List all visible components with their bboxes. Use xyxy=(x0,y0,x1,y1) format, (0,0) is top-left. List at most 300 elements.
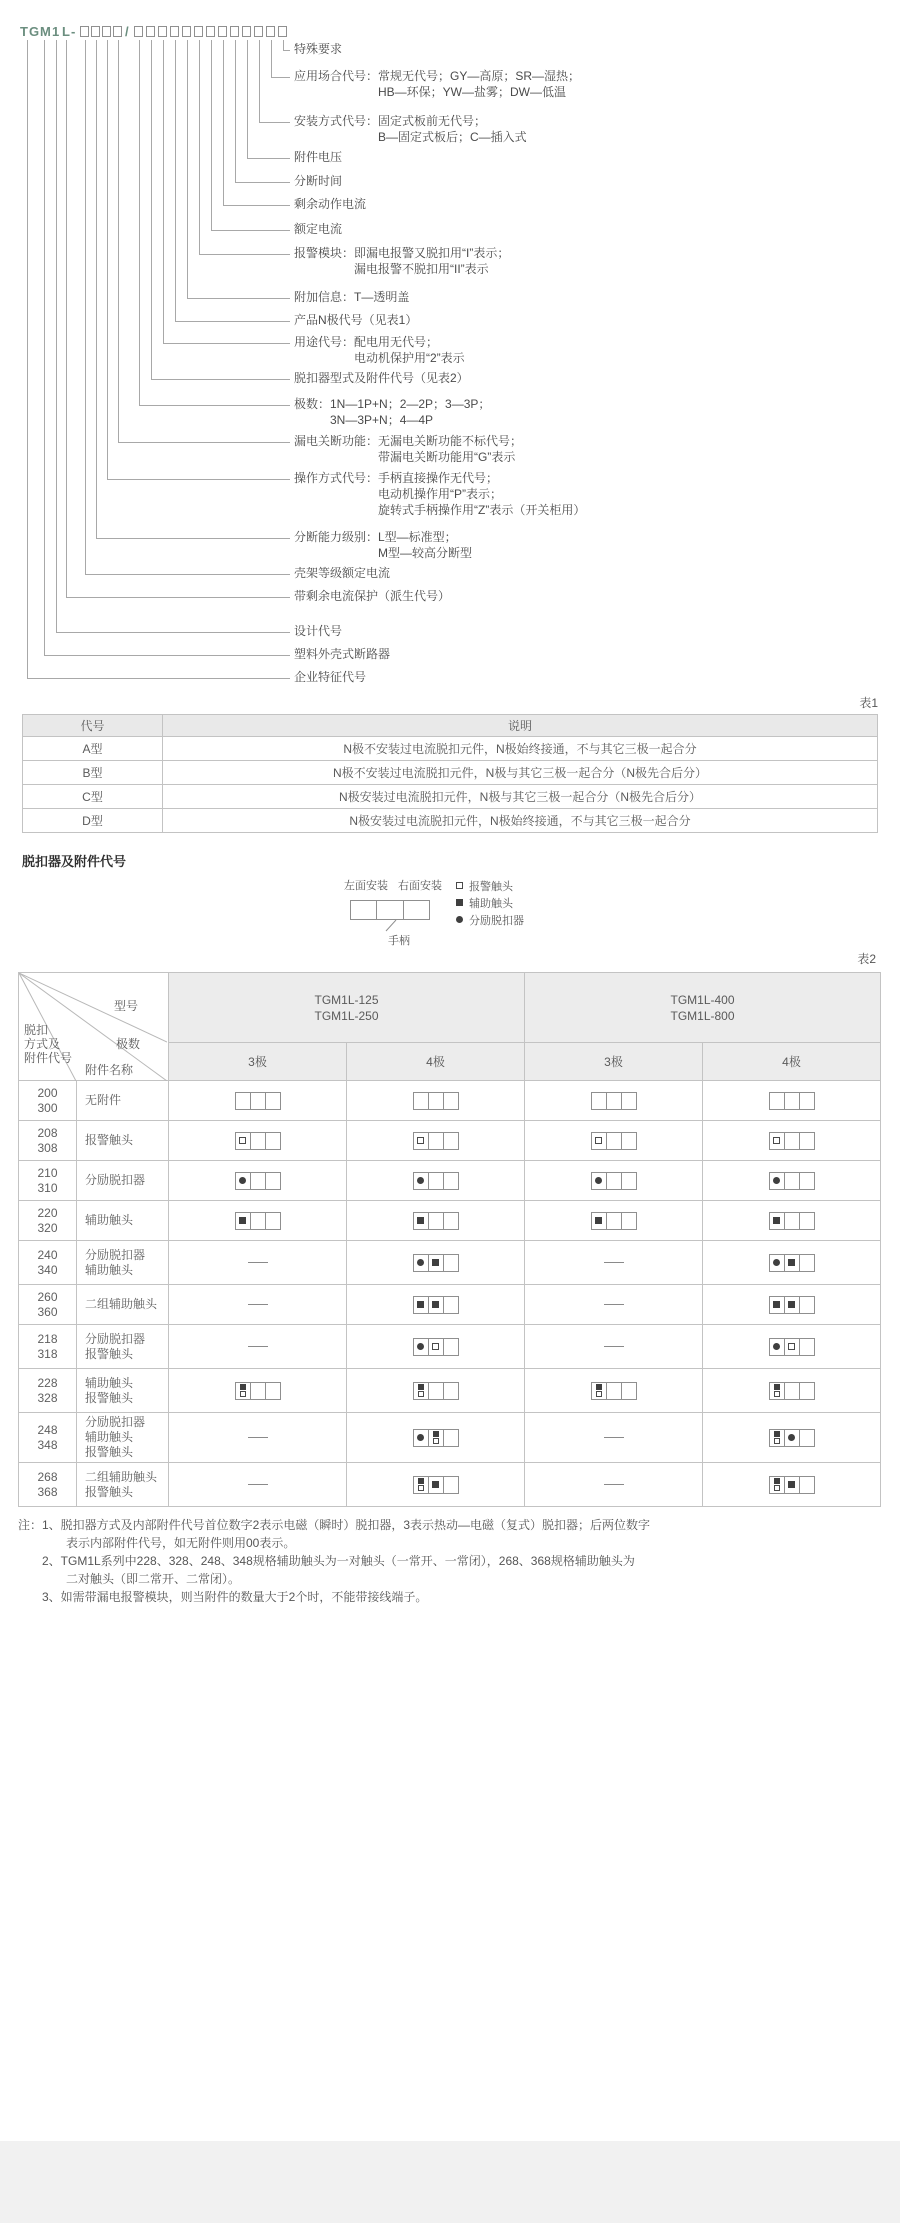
symbol-compartment xyxy=(770,1383,785,1399)
callout-vline xyxy=(259,40,260,122)
table1-row xyxy=(23,737,878,761)
note-line: 注：1、脱扣器方式及内部附件代号首位数字2表示电磁（瞬时）脱扣器，3表示热动—电磁（复式）脱扣器；后两位数字 xyxy=(18,1518,651,1532)
model-code-box xyxy=(266,26,275,37)
callout-label: 报警模块：即漏电报警又脱扣用“I”表示； 漏电报警不脱扣用“II”表示 xyxy=(294,246,510,276)
accessory-name-cell: 辅助触头 报警触头 xyxy=(77,1369,169,1413)
filled-square-icon xyxy=(432,1481,439,1488)
legend-label: 辅助触头 xyxy=(469,897,513,910)
symbol-cell xyxy=(347,1413,525,1463)
symbol-compartment xyxy=(444,1255,458,1271)
symbol-cell xyxy=(525,1413,703,1463)
no-option-dash xyxy=(248,1304,268,1305)
trip-code-cell: 210 310 xyxy=(19,1161,77,1201)
callout-vline xyxy=(271,40,272,77)
callout-hline xyxy=(199,254,290,255)
no-option-dash xyxy=(604,1346,624,1347)
symbol-cell xyxy=(347,1285,525,1325)
symbol-compartment xyxy=(592,1133,607,1149)
symbol-cell xyxy=(703,1413,881,1463)
model-code-box xyxy=(80,26,89,37)
stacked-aux-alarm-icon xyxy=(774,1384,780,1397)
pole-header: 4极 xyxy=(347,1043,525,1081)
callout-label: 带剩余电流保护（派生代号） xyxy=(294,589,451,603)
accessory-symbol xyxy=(591,1132,637,1150)
stacked-aux-alarm-icon xyxy=(418,1384,424,1397)
symbol-cell xyxy=(703,1241,881,1285)
symbol-cell xyxy=(703,1121,881,1161)
trip-code-cell: 218 318 xyxy=(19,1325,77,1369)
callout-vline xyxy=(27,40,28,678)
callout-vline xyxy=(283,40,284,50)
handle-label: 手柄 xyxy=(388,935,410,947)
symbol-compartment xyxy=(770,1173,785,1189)
callout-label: 脱扣器型式及附件代号（见表2） xyxy=(294,371,469,385)
callout-label: 附加信息：T—透明盖 xyxy=(294,290,410,304)
table2-row xyxy=(19,1325,881,1369)
no-option-dash xyxy=(248,1346,268,1347)
table1-row xyxy=(23,809,878,833)
note-line: 二对触头（即二常开、二常闭）。 xyxy=(66,1572,241,1586)
symbol-compartment xyxy=(236,1133,251,1149)
symbol-compartment xyxy=(785,1339,800,1355)
mount-slot xyxy=(351,901,377,919)
stacked-aux-alarm-icon xyxy=(596,1384,602,1397)
symbol-compartment xyxy=(592,1173,607,1189)
symbol-compartment xyxy=(800,1297,814,1313)
symbol-compartment xyxy=(770,1430,785,1446)
symbol-compartment xyxy=(266,1133,280,1149)
symbol-compartment xyxy=(622,1093,636,1109)
accessory-axis-label: 附件名称 xyxy=(85,1063,134,1077)
symbol-compartment xyxy=(414,1383,429,1399)
pole-header: 3极 xyxy=(525,1043,703,1081)
symbol-cell xyxy=(169,1241,347,1285)
filled-circle-icon xyxy=(788,1434,795,1441)
table2-row xyxy=(19,1369,881,1413)
accessory-name-cell: 报警触头 xyxy=(77,1121,169,1161)
symbol-cell xyxy=(347,1241,525,1285)
callout-vline xyxy=(44,40,45,655)
accessory-symbol xyxy=(769,1254,815,1272)
callout-hline xyxy=(27,678,290,679)
filled-square-icon xyxy=(432,1301,439,1308)
model-code-box xyxy=(182,26,191,37)
open-square-icon xyxy=(239,1137,246,1144)
table1-cell: N极不安装过电流脱扣元件，N极与其它三极一起合分（N极先合后分） xyxy=(163,761,878,785)
no-option-dash xyxy=(604,1437,624,1438)
table2 xyxy=(18,972,881,1507)
symbol-compartment xyxy=(622,1173,636,1189)
symbol-compartment xyxy=(444,1133,458,1149)
pole-header: 3极 xyxy=(169,1043,347,1081)
symbol-compartment xyxy=(785,1173,800,1189)
callout-label: 极数：1N—1P+N；2—2P；3—3P； 3N—3P+N；4—4P xyxy=(294,397,491,427)
table1-header-cell: 代号 xyxy=(23,715,163,737)
callout-vline xyxy=(66,40,67,597)
callout-label: 额定电流 xyxy=(294,222,343,236)
accessory-symbol xyxy=(769,1172,815,1190)
model-axis-label: 型号 xyxy=(113,999,138,1013)
no-option-dash xyxy=(248,1437,268,1438)
symbol-compartment xyxy=(770,1213,785,1229)
accessory-symbol xyxy=(235,1382,281,1400)
symbol-cell xyxy=(347,1369,525,1413)
accessory-name-cell: 二组辅助触头 报警触头 xyxy=(77,1463,169,1507)
note-line: 3、如需带漏电报警模块，则当附件的数量大于2个时，不能带接线端子。 xyxy=(42,1590,428,1604)
symbol-compartment xyxy=(592,1093,607,1109)
accessory-symbol xyxy=(769,1429,815,1447)
symbol-compartment xyxy=(785,1133,800,1149)
model-code-box xyxy=(113,26,122,37)
pole-header: 4极 xyxy=(703,1043,881,1081)
symbol-cell xyxy=(703,1161,881,1201)
filled-circle-icon xyxy=(417,1434,424,1441)
callout-hline xyxy=(66,597,290,598)
callout-label: 漏电关断功能：无漏电关断功能不标代号； 带漏电关断功能用“G”表示 xyxy=(294,434,523,464)
symbol-compartment xyxy=(800,1383,814,1399)
symbol-cell xyxy=(525,1081,703,1121)
callout-vline xyxy=(235,40,236,182)
table1-row xyxy=(23,761,878,785)
accessory-symbol xyxy=(413,1429,459,1447)
callout-label: 分断时间 xyxy=(294,174,343,188)
callout-label: 应用场合代号：常规无代号；GY—高原；SR—湿热； HB—环保；YW—盐雾；DW—低温 xyxy=(294,69,581,99)
symbol-cell xyxy=(169,1285,347,1325)
trip-code-cell: 220 320 xyxy=(19,1201,77,1241)
accessory-legend xyxy=(456,877,524,928)
callout-hline xyxy=(85,574,290,575)
accessory-symbol xyxy=(413,1132,459,1150)
filled-circle-icon xyxy=(773,1343,780,1350)
callout-vline xyxy=(163,40,164,343)
legend-item xyxy=(456,894,524,911)
callout-vline xyxy=(151,40,152,379)
table1-cell: B型 xyxy=(23,761,163,785)
accessory-symbol xyxy=(769,1338,815,1356)
table1-header-cell: 说明 xyxy=(163,715,878,737)
accessory-symbol xyxy=(591,1092,637,1110)
accessory-name-cell: 分励脱扣器 辅助触头 xyxy=(77,1241,169,1285)
symbol-cell xyxy=(347,1463,525,1507)
symbol-cell xyxy=(347,1325,525,1369)
symbol-compartment xyxy=(770,1255,785,1271)
accessory-symbol xyxy=(769,1092,815,1110)
table1-cell: D型 xyxy=(23,809,163,833)
accessory-symbol xyxy=(591,1382,637,1400)
open-square-icon xyxy=(788,1343,795,1350)
accessory-name-cell: 分励脱扣器 报警触头 xyxy=(77,1325,169,1369)
symbol-cell xyxy=(525,1369,703,1413)
symbol-cell xyxy=(169,1161,347,1201)
symbol-compartment xyxy=(429,1213,444,1229)
model-code-box xyxy=(230,26,239,37)
model-code-box xyxy=(206,26,215,37)
symbol-cell xyxy=(525,1285,703,1325)
filled-circle-icon xyxy=(417,1177,424,1184)
open-square-icon xyxy=(773,1137,780,1144)
note-line: 2、TGM1L系列中228、328、248、348规格辅助触头为一对触头（一常开、一常闭），268、368规格辅助触头为 xyxy=(42,1554,635,1568)
model-code-box xyxy=(158,26,167,37)
filled-square-icon xyxy=(773,1217,780,1224)
breaker-outline xyxy=(350,900,430,920)
symbol-cell xyxy=(703,1369,881,1413)
callout-hline xyxy=(211,230,290,231)
symbol-compartment xyxy=(429,1430,444,1446)
callout-vline xyxy=(211,40,212,230)
symbol-cell xyxy=(525,1325,703,1369)
mount-position-figure xyxy=(344,877,474,948)
symbol-compartment xyxy=(414,1093,429,1109)
symbol-compartment xyxy=(800,1430,814,1446)
accessory-symbol xyxy=(769,1476,815,1494)
model-code-char: - xyxy=(71,24,77,39)
symbol-cell xyxy=(347,1121,525,1161)
callout-hline xyxy=(259,122,290,123)
symbol-compartment xyxy=(785,1093,800,1109)
legend-item xyxy=(456,911,524,928)
no-option-dash xyxy=(604,1484,624,1485)
callout-label: 塑料外壳式断路器 xyxy=(294,647,391,661)
callout-hline xyxy=(223,205,290,206)
symbol-compartment xyxy=(251,1133,266,1149)
filled-square-icon xyxy=(773,1301,780,1308)
callout-label: 附件电压 xyxy=(294,150,343,164)
table2-row xyxy=(19,1241,881,1285)
symbol-compartment xyxy=(592,1383,607,1399)
model-code-char: 1 xyxy=(52,24,61,39)
accessory-name-cell: 无附件 xyxy=(77,1081,169,1121)
symbol-cell xyxy=(169,1413,347,1463)
symbol-compartment xyxy=(236,1173,251,1189)
callout-label: 特殊要求 xyxy=(294,42,343,56)
symbol-cell xyxy=(169,1463,347,1507)
symbol-compartment xyxy=(785,1383,800,1399)
symbol-compartment xyxy=(444,1297,458,1313)
trip-code-cell: 208 308 xyxy=(19,1121,77,1161)
callout-label: 产品N极代号（见表1） xyxy=(294,313,418,327)
symbol-cell xyxy=(525,1201,703,1241)
symbol-compartment xyxy=(785,1297,800,1313)
symbol-compartment xyxy=(800,1339,814,1355)
symbol-compartment xyxy=(429,1339,444,1355)
symbol-compartment xyxy=(414,1477,429,1493)
symbol-compartment xyxy=(770,1133,785,1149)
symbol-compartment xyxy=(251,1093,266,1109)
symbol-compartment xyxy=(607,1133,622,1149)
no-option-dash xyxy=(248,1484,268,1485)
callout-vline xyxy=(175,40,176,321)
stacked-aux-alarm-icon xyxy=(433,1431,439,1444)
symbol-compartment xyxy=(429,1093,444,1109)
symbol-compartment xyxy=(266,1213,280,1229)
symbol-compartment xyxy=(785,1430,800,1446)
table2-row xyxy=(19,1161,881,1201)
accessory-name-cell: 分励脱扣器 xyxy=(77,1161,169,1201)
callout-hline xyxy=(96,538,290,539)
callout-vline xyxy=(56,40,57,632)
symbol-compartment xyxy=(785,1255,800,1271)
table1-caption: 表1 xyxy=(859,696,878,710)
symbol-compartment xyxy=(251,1173,266,1189)
trip-code-cell: 248 348 xyxy=(19,1413,77,1463)
accessory-symbol xyxy=(591,1172,637,1190)
filled-circle-icon xyxy=(456,916,463,923)
model-code-char: M xyxy=(40,24,52,39)
callout-vline xyxy=(187,40,188,298)
model-code-box xyxy=(278,26,287,37)
filled-square-icon xyxy=(788,1481,795,1488)
callout-vline xyxy=(223,40,224,205)
filled-circle-icon xyxy=(239,1177,246,1184)
filled-square-icon xyxy=(788,1301,795,1308)
symbol-compartment xyxy=(444,1430,458,1446)
accessory-name-cell: 辅助触头 xyxy=(77,1201,169,1241)
model-code-diagram xyxy=(0,0,900,706)
model-group-header: TGM1L-125 TGM1L-250 xyxy=(169,973,525,1043)
model-code-box xyxy=(218,26,227,37)
stacked-aux-alarm-icon xyxy=(418,1478,424,1491)
symbol-compartment xyxy=(429,1173,444,1189)
table1-row xyxy=(23,785,878,809)
filled-circle-icon xyxy=(595,1177,602,1184)
accessory-name-cell: 分励脱扣器 辅助触头 报警触头 xyxy=(77,1413,169,1463)
model-code-box xyxy=(134,26,143,37)
accessory-symbol xyxy=(413,1382,459,1400)
symbol-compartment xyxy=(770,1093,785,1109)
trip-code-cell: 240 340 xyxy=(19,1241,77,1285)
model-code-box xyxy=(242,26,251,37)
callout-vline xyxy=(107,40,108,479)
symbol-compartment xyxy=(444,1477,458,1493)
table1 xyxy=(22,714,878,833)
accessory-symbol xyxy=(413,1172,459,1190)
symbol-compartment xyxy=(622,1383,636,1399)
symbol-compartment xyxy=(444,1383,458,1399)
symbol-cell xyxy=(525,1463,703,1507)
table1-cell: N极安装过电流脱扣元件，N极与其它三极一起合分（N极先合后分） xyxy=(163,785,878,809)
symbol-compartment xyxy=(429,1383,444,1399)
accessory-symbol xyxy=(769,1212,815,1230)
accessory-symbol xyxy=(413,1254,459,1272)
callout-vline xyxy=(118,40,119,442)
symbol-compartment xyxy=(266,1173,280,1189)
symbol-compartment xyxy=(236,1093,251,1109)
callout-hline xyxy=(139,405,290,406)
symbol-cell xyxy=(169,1325,347,1369)
callout-label: 壳架等级额定电流 xyxy=(294,566,391,580)
symbol-compartment xyxy=(770,1477,785,1493)
callout-label: 分断能力级别：L型—标准型； M型—较高分断型 xyxy=(294,530,472,560)
accessory-symbol xyxy=(235,1092,281,1110)
trip-code-cell: 260 360 xyxy=(19,1285,77,1325)
symbol-cell xyxy=(525,1241,703,1285)
model-code-char: L xyxy=(62,24,71,39)
handle-leader-line xyxy=(380,920,402,932)
symbol-compartment xyxy=(800,1133,814,1149)
right-mount-label: 右面安装 xyxy=(398,880,442,892)
callout-hline xyxy=(175,321,290,322)
table1-cell: C型 xyxy=(23,785,163,809)
callout-label: 企业特征代号 xyxy=(294,670,367,684)
accessory-symbol xyxy=(769,1132,815,1150)
symbol-compartment xyxy=(607,1383,622,1399)
symbol-cell xyxy=(169,1121,347,1161)
accessory-symbol xyxy=(413,1476,459,1494)
accessory-symbol xyxy=(235,1212,281,1230)
mount-slot xyxy=(404,901,429,919)
accessory-symbol xyxy=(769,1382,815,1400)
symbol-compartment xyxy=(800,1477,814,1493)
filled-circle-icon xyxy=(417,1343,424,1350)
model-code-box xyxy=(194,26,203,37)
accessory-symbol xyxy=(413,1296,459,1314)
callout-vline xyxy=(85,40,86,574)
filled-square-icon xyxy=(417,1301,424,1308)
model-code-box xyxy=(146,26,155,37)
symbol-cell xyxy=(703,1463,881,1507)
table1-cell: N极安装过电流脱扣元件，N极始终接通，不与其它三极一起合分 xyxy=(163,809,878,833)
symbol-compartment xyxy=(770,1339,785,1355)
callout-hline xyxy=(235,182,290,183)
symbol-cell xyxy=(347,1161,525,1201)
table2-row xyxy=(19,1201,881,1241)
symbol-compartment xyxy=(251,1213,266,1229)
open-square-icon xyxy=(417,1137,424,1144)
accessory-symbol xyxy=(413,1092,459,1110)
symbol-compartment xyxy=(414,1339,429,1355)
symbol-cell xyxy=(703,1081,881,1121)
legend-item xyxy=(456,877,524,894)
accessory-symbol xyxy=(769,1296,815,1314)
handle-slot xyxy=(377,901,403,919)
note-line: 表示内部附件代号，如无附件则用00表示。 xyxy=(66,1536,296,1550)
accessory-section-title: 脱扣器及附件代号 xyxy=(22,854,127,869)
symbol-cell xyxy=(703,1325,881,1369)
callout-vline xyxy=(199,40,200,254)
legend-label: 报警触头 xyxy=(469,880,513,893)
filled-circle-icon xyxy=(417,1259,424,1266)
callout-label: 安装方式代号：固定式板前无代号； B—固定式板后；C—插入式 xyxy=(294,114,527,144)
left-mount-label: 左面安装 xyxy=(344,880,388,892)
symbol-cell xyxy=(347,1201,525,1241)
callout-label: 操作方式代号：手柄直接操作无代号； 电动机操作用“P”表示； 旋转式手柄操作用“Z”表示（开关柜用） xyxy=(294,471,586,517)
symbol-compartment xyxy=(414,1297,429,1313)
trip-code-cell: 268 368 xyxy=(19,1463,77,1507)
mount-labels xyxy=(344,877,474,893)
symbol-compartment xyxy=(444,1173,458,1189)
table2-row xyxy=(19,1121,881,1161)
filled-square-icon xyxy=(417,1217,424,1224)
symbol-compartment xyxy=(622,1213,636,1229)
filled-square-icon xyxy=(595,1217,602,1224)
notes xyxy=(18,1516,880,1606)
symbol-cell xyxy=(525,1121,703,1161)
accessory-name-cell: 二组辅助触头 xyxy=(77,1285,169,1325)
symbol-compartment xyxy=(592,1213,607,1229)
symbol-compartment xyxy=(414,1255,429,1271)
accessory-symbol xyxy=(591,1212,637,1230)
symbol-compartment xyxy=(800,1173,814,1189)
callout-vline xyxy=(139,40,140,405)
callout-hline xyxy=(151,379,290,380)
symbol-compartment xyxy=(607,1093,622,1109)
poles-axis-label: 极数 xyxy=(115,1037,140,1051)
callout-label: 剩余动作电流 xyxy=(294,197,367,211)
filled-square-icon xyxy=(456,899,463,906)
table2-row xyxy=(19,1463,881,1507)
filled-square-icon xyxy=(432,1259,439,1266)
accessory-symbol xyxy=(235,1132,281,1150)
